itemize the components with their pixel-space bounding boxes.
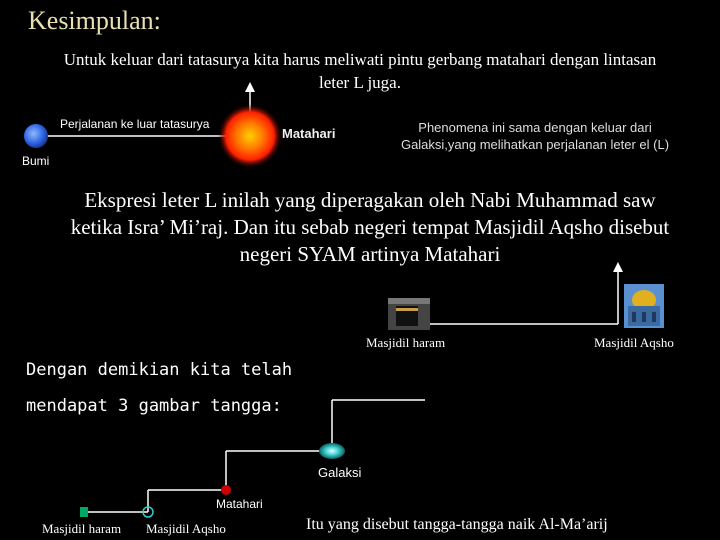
- stairs-matahari-label: Matahari: [216, 497, 263, 511]
- stairs-masjidil-haram-label: Masjidil haram: [42, 521, 122, 536]
- intro-line-1: Untuk keluar dari tatasurya kita harus meliwati pintu gerbang matahari dengan lintasan: [63, 50, 657, 69]
- expression-line-1: Ekspresi leter L inilah yang diperagakan oleh Nabi Muhammad saw: [84, 188, 656, 212]
- conclusion-intro-line-1: Dengan demikian kita telah: [26, 360, 293, 380]
- masjidil-aqsho-label: Masjidil Aqsho: [594, 335, 674, 350]
- phenomenon-line-2: Galaksi,yang melihatkan perjalanan leter el (L): [400, 137, 670, 152]
- dome-of-rock-icon: [624, 284, 664, 328]
- kaaba-icon: [388, 298, 430, 330]
- masjid-path: [410, 262, 623, 324]
- masjidil-haram-label: Masjidil haram: [366, 335, 446, 350]
- expression-line-3: negeri SYAM artinya Matahari: [239, 242, 501, 266]
- expression-text: [0, 187, 720, 268]
- path-label: Perjalanan ke luar tatasurya: [60, 117, 210, 131]
- expression-line-2: ketika Isra’ Mi’raj. Dan itu sebab negeri tempat Masjidil Aqsho disebut: [70, 215, 670, 239]
- phenomenon-text: [380, 119, 690, 153]
- stairs-masjidil-aqsho-label: Masjidil Aqsho: [146, 521, 226, 536]
- stair-node-matahari: [221, 485, 231, 495]
- stair-node-masjidil-haram: [80, 507, 88, 517]
- galaksi-label: Galaksi: [318, 465, 362, 480]
- conclusion-text: Itu yang disebut tangga-tangga naik Al-Ma’arij: [306, 516, 608, 533]
- phenomenon-line-1: Phenomena ini sama dengan keluar dari: [418, 120, 652, 135]
- intro-line-2: leter L juga.: [319, 73, 401, 92]
- galaxy-icon: [319, 443, 345, 459]
- stairs-path: [84, 400, 425, 512]
- earth-icon: [24, 124, 48, 148]
- earth-label: Bumi: [22, 154, 50, 168]
- conclusion-intro-line-2: mendapat 3 gambar tangga:: [26, 396, 282, 416]
- sun-icon: [218, 104, 282, 168]
- slide-title: Kesimpulan:: [28, 6, 161, 35]
- sun-label: Matahari: [282, 126, 336, 141]
